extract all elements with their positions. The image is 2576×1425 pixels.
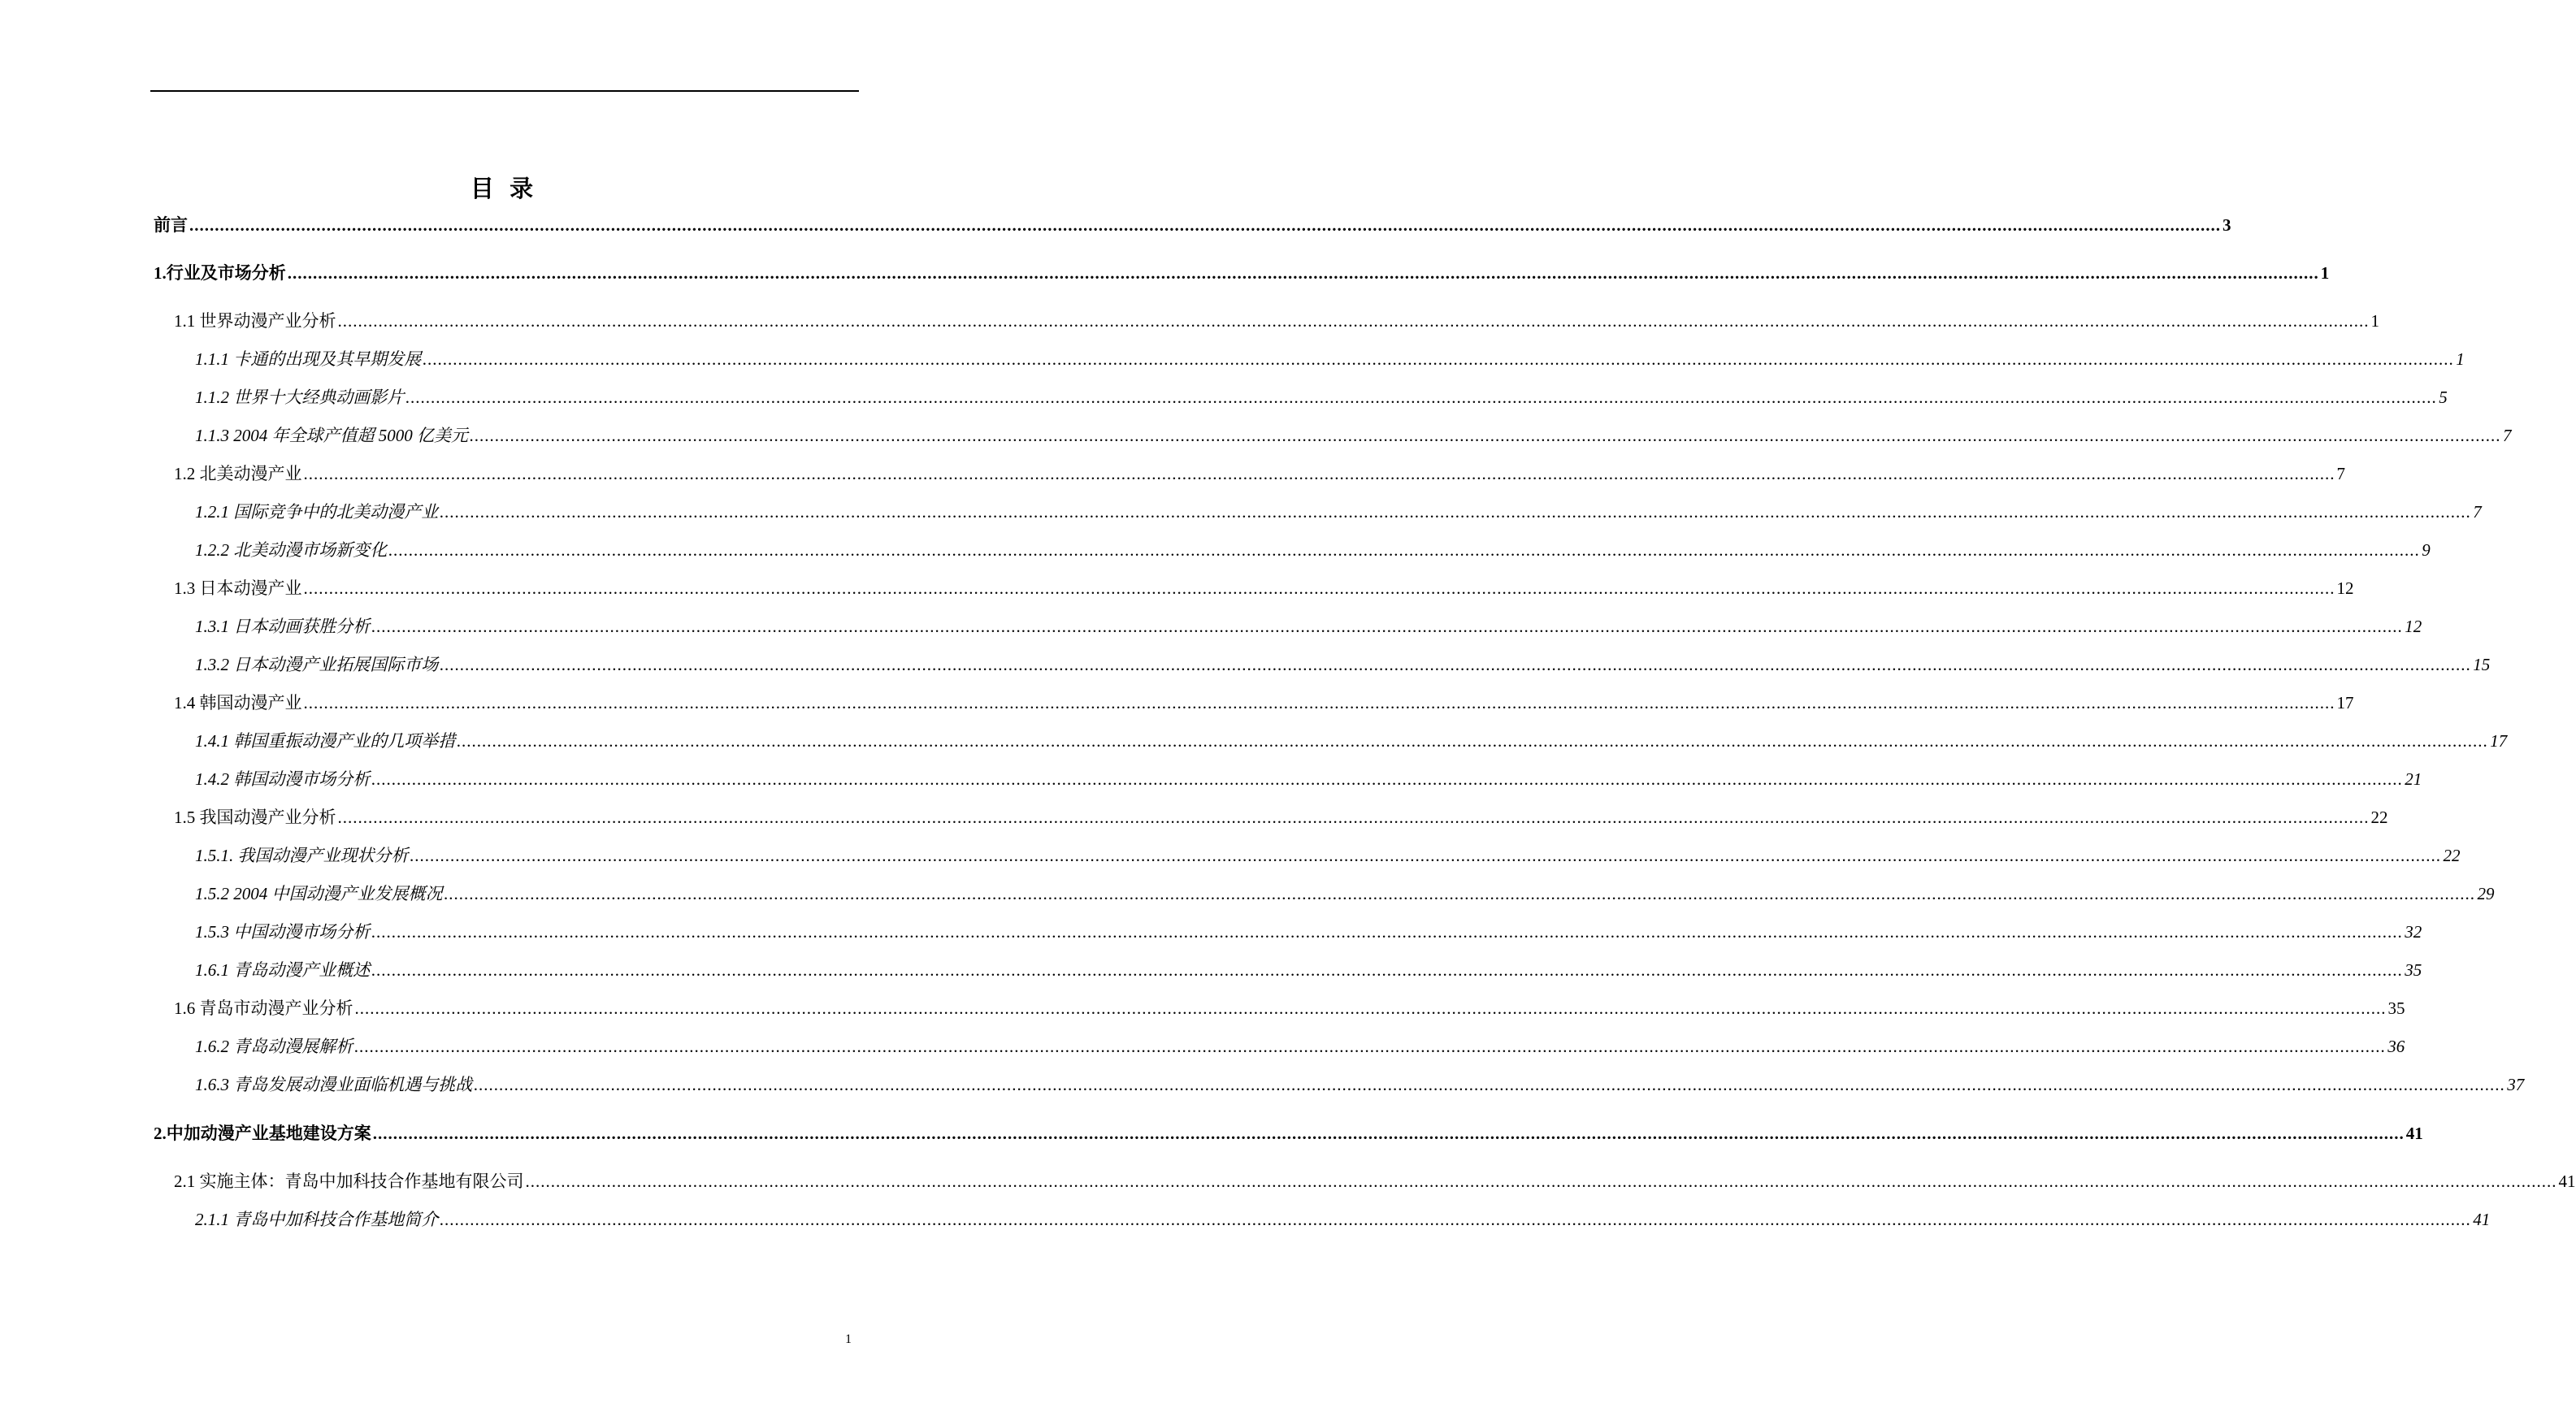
toc-entry[interactable] bbox=[195, 537, 2431, 563]
toc-entry[interactable] bbox=[195, 728, 2508, 754]
toc-title: 目 录 bbox=[470, 176, 539, 202]
toc-entry-label: 1.3 日本动漫产业 bbox=[174, 578, 302, 598]
toc-entry-page-number: 15 bbox=[2473, 655, 2491, 674]
toc-entry-label: 1.5.2 2004 中国动漫产业发展概况 bbox=[195, 884, 443, 903]
toc-entry-page-number: 7 bbox=[2473, 502, 2482, 522]
toc-entry-page-number: 1 bbox=[2370, 311, 2379, 331]
toc-leader-dots: ................................................................................................................................................................................................................................................................................................................................................................................................................ bbox=[337, 808, 2370, 827]
toc-entry[interactable] bbox=[174, 804, 2388, 830]
toc-leader-dots: ................................................................................................................................................................................................................................................................................................................................................................................................................ bbox=[287, 263, 2319, 283]
toc-entry[interactable] bbox=[195, 346, 2465, 372]
toc-leader-dots: ................................................................................................................................................................................................................................................................................................................................................................................................................ bbox=[372, 1124, 2405, 1143]
toc-leader-dots: ................................................................................................................................................................................................................................................................................................................................................................................................................ bbox=[354, 1037, 2387, 1056]
toc-entry[interactable] bbox=[154, 212, 2231, 238]
toc-entry[interactable] bbox=[174, 308, 2379, 334]
toc-entry[interactable] bbox=[195, 1206, 2491, 1232]
toc-entry[interactable] bbox=[195, 1033, 2405, 1059]
toc-leader-dots: ................................................................................................................................................................................................................................................................................................................................................................................................................ bbox=[371, 617, 2404, 636]
toc-leader-dots: ................................................................................................................................................................................................................................................................................................................................................................................................................ bbox=[371, 960, 2404, 980]
toc-entry-page-number: 17 bbox=[2336, 693, 2354, 712]
toc-entry-page-number: 32 bbox=[2405, 922, 2422, 942]
toc-entry[interactable] bbox=[195, 422, 2512, 448]
toc-entry-label: 1.5.1. 我国动漫产业现状分析 bbox=[195, 846, 409, 865]
toc-entry[interactable] bbox=[195, 652, 2491, 678]
toc-entry[interactable] bbox=[195, 881, 2495, 907]
toc-entry-label: 1.2.2 北美动漫市场新变化 bbox=[195, 540, 388, 560]
toc-leader-dots: ................................................................................................................................................................................................................................................................................................................................................................................................................ bbox=[405, 388, 2438, 407]
toc-entry-label: 1.5.3 中国动漫市场分析 bbox=[195, 922, 371, 942]
toc-entry-label: 1.6 青岛市动漫产业分析 bbox=[174, 998, 353, 1018]
toc-entry-page-number: 5 bbox=[2439, 388, 2448, 407]
toc-entry[interactable] bbox=[154, 1120, 2423, 1146]
toc-entry-label: 1.1.2 世界十大经典动画影片 bbox=[195, 388, 405, 407]
toc-entry[interactable] bbox=[174, 461, 2345, 487]
toc-leader-dots: ................................................................................................................................................................................................................................................................................................................................................................................................................ bbox=[457, 731, 2489, 751]
toc-entry[interactable] bbox=[195, 766, 2422, 792]
toc-leader-dots: ................................................................................................................................................................................................................................................................................................................................................................................................................ bbox=[423, 349, 2455, 369]
toc-leader-dots: ................................................................................................................................................................................................................................................................................................................................................................................................................ bbox=[354, 998, 2387, 1018]
toc-entry-page-number: 17 bbox=[2490, 731, 2508, 751]
toc-leader-dots: ................................................................................................................................................................................................................................................................................................................................................................................................................ bbox=[470, 426, 2501, 445]
toc-leader-dots: ................................................................................................................................................................................................................................................................................................................................................................................................................ bbox=[440, 655, 2472, 674]
toc-entry-label: 1.6.3 青岛发展动漫业面临机遇与挑战 bbox=[195, 1075, 473, 1094]
toc-entry-page-number: 7 bbox=[2336, 464, 2345, 483]
toc-entry-label: 1.6.1 青岛动漫产业概述 bbox=[195, 960, 371, 980]
toc-entry-label: 1.1.1 卡通的出现及其早期发展 bbox=[195, 349, 422, 369]
toc-entry-label: 1.4 韩国动漫产业 bbox=[174, 693, 302, 712]
toc-entry-label: 1.2.1 国际竞争中的北美动漫产业 bbox=[195, 502, 439, 522]
toc-leader-dots: ................................................................................................................................................................................................................................................................................................................................................................................................................ bbox=[444, 884, 2476, 903]
toc-leader-dots: ................................................................................................................................................................................................................................................................................................................................................................................................................ bbox=[303, 464, 2335, 483]
toc-leader-dots: ................................................................................................................................................................................................................................................................................................................................................................................................................ bbox=[337, 311, 2370, 331]
toc-entry-label: 前言 bbox=[154, 215, 188, 235]
toc-entry-page-number: 41 bbox=[2405, 1124, 2423, 1143]
toc-entry[interactable] bbox=[195, 842, 2461, 868]
toc-entry-page-number: 29 bbox=[2477, 884, 2495, 903]
toc-entry-page-number: 22 bbox=[2370, 808, 2388, 827]
footer-page-number: 1 bbox=[845, 1332, 852, 1346]
toc-entry[interactable] bbox=[195, 613, 2422, 639]
toc-leader-dots: ................................................................................................................................................................................................................................................................................................................................................................................................................ bbox=[303, 693, 2335, 712]
toc-leader-dots: ................................................................................................................................................................................................................................................................................................................................................................................................................ bbox=[525, 1172, 2557, 1191]
toc-entry-label: 2.1.1 青岛中加科技合作基地简介 bbox=[195, 1210, 439, 1229]
toc-entry[interactable] bbox=[174, 1168, 2576, 1194]
toc-entry-label: 1.3.1 日本动画获胜分析 bbox=[195, 617, 371, 636]
toc-entry-label: 1.5 我国动漫产业分析 bbox=[174, 808, 336, 827]
toc-entry-label: 1.1.3 2004 年全球产值超 5000 亿美元 bbox=[195, 426, 468, 445]
toc-entry-page-number: 12 bbox=[2336, 578, 2354, 598]
toc-leader-dots: ................................................................................................................................................................................................................................................................................................................................................................................................................ bbox=[303, 578, 2335, 598]
toc-entry-page-number: 1 bbox=[2320, 263, 2330, 283]
toc-entry-page-number: 37 bbox=[2507, 1075, 2525, 1094]
toc-entry-label: 2.1 实施主体：青岛中加科技合作基地有限公司 bbox=[174, 1172, 524, 1191]
toc-entry[interactable] bbox=[195, 384, 2448, 410]
toc-entry-label: 1.1 世界动漫产业分析 bbox=[174, 311, 336, 331]
toc-entry-page-number: 7 bbox=[2503, 426, 2512, 445]
toc-entry-page-number: 35 bbox=[2387, 998, 2405, 1018]
toc-entry-page-number: 36 bbox=[2387, 1037, 2405, 1056]
toc-entry-page-number: 3 bbox=[2223, 215, 2231, 235]
toc-entry-page-number: 21 bbox=[2405, 769, 2422, 789]
toc-leader-dots: ................................................................................................................................................................................................................................................................................................................................................................................................................ bbox=[189, 215, 2221, 235]
toc-entry-label: 1.行业及市场分析 bbox=[154, 263, 286, 283]
toc-entry[interactable] bbox=[174, 995, 2405, 1021]
toc-entry-page-number: 9 bbox=[2422, 540, 2431, 560]
toc-entry-label: 1.4.2 韩国动漫市场分析 bbox=[195, 769, 371, 789]
toc-leader-dots: ................................................................................................................................................................................................................................................................................................................................................................................................................ bbox=[440, 1210, 2472, 1229]
toc-entry[interactable] bbox=[174, 690, 2354, 716]
toc-entry-label: 1.6.2 青岛动漫展解析 bbox=[195, 1037, 353, 1056]
toc-entry[interactable] bbox=[195, 499, 2482, 525]
toc-entry-page-number: 41 bbox=[2473, 1210, 2491, 1229]
toc-entry[interactable] bbox=[195, 1072, 2525, 1098]
toc-entry[interactable] bbox=[195, 919, 2422, 945]
toc-entry-label: 1.3.2 日本动漫产业拓展国际市场 bbox=[195, 655, 439, 674]
toc-entry-page-number: 1 bbox=[2456, 349, 2465, 369]
toc-entry[interactable] bbox=[195, 957, 2422, 983]
toc-leader-dots: ................................................................................................................................................................................................................................................................................................................................................................................................................ bbox=[371, 922, 2404, 942]
toc-leader-dots: ................................................................................................................................................................................................................................................................................................................................................................................................................ bbox=[371, 769, 2404, 789]
toc-leader-dots: ................................................................................................................................................................................................................................................................................................................................................................................................................ bbox=[474, 1075, 2506, 1094]
toc-entry-page-number: 35 bbox=[2405, 960, 2422, 980]
toc-entry[interactable] bbox=[174, 575, 2354, 601]
toc-leader-dots: ................................................................................................................................................................................................................................................................................................................................................................................................................ bbox=[388, 540, 2421, 560]
toc-entry-page-number: 22 bbox=[2443, 846, 2461, 865]
toc-entry-label: 2.中加动漫产业基地建设方案 bbox=[154, 1124, 371, 1143]
toc-leader-dots: ................................................................................................................................................................................................................................................................................................................................................................................................................ bbox=[440, 502, 2472, 522]
toc-entry-page-number: 41 bbox=[2558, 1172, 2576, 1191]
toc-entry[interactable] bbox=[154, 260, 2330, 286]
toc-entry-label: 1.2 北美动漫产业 bbox=[174, 464, 302, 483]
toc-entry-page-number: 12 bbox=[2405, 617, 2422, 636]
toc-entry-label: 1.4.1 韩国重振动漫产业的几项举措 bbox=[195, 731, 456, 751]
toc-leader-dots: ................................................................................................................................................................................................................................................................................................................................................................................................................ bbox=[410, 846, 2442, 865]
